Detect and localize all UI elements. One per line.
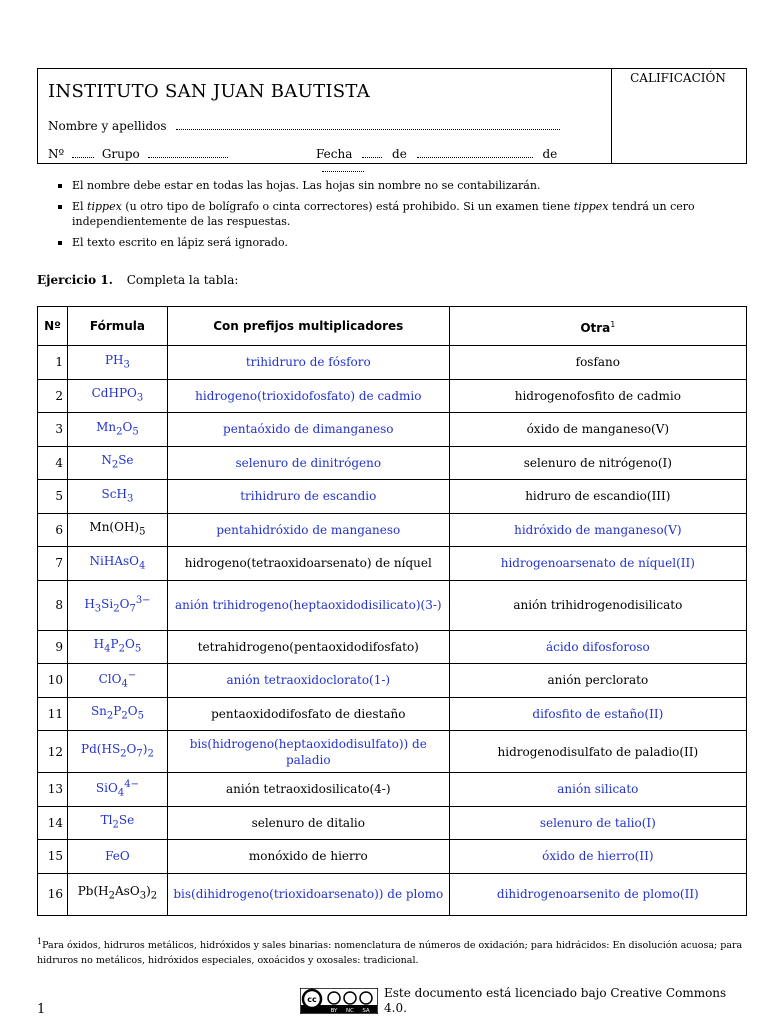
col-header-other: [449, 307, 746, 346]
row-prefix-name: bis(hidrogeno(heptaoxidodisulfato)) de paladio: [167, 731, 449, 773]
date-de-1: de: [392, 147, 407, 161]
exercise-heading: [37, 273, 238, 287]
year-field[interactable]: [322, 161, 364, 172]
row-prefix-name: selenuro de dinitrógeno: [167, 446, 449, 480]
row-number: 14: [38, 806, 68, 840]
table-row: [38, 413, 747, 447]
institute-title: INSTITUTO SAN JUAN BAUTISTA: [48, 81, 371, 102]
rule-text: El texto escrito en lápiz será ignorado.: [72, 236, 288, 249]
footnote-mark: 1: [37, 937, 43, 946]
row-prefix-name: tetrahidrogeno(pentaoxidodifosfato): [167, 630, 449, 664]
table-row: [38, 840, 747, 874]
header-box: [37, 68, 747, 164]
col-header-number: Nº: [38, 307, 68, 346]
table-row: [38, 446, 747, 480]
row-number: 5: [38, 480, 68, 514]
cc-license-logo: [300, 988, 378, 1014]
cc-icon-text: cc: [307, 995, 317, 1004]
row-other-name: ácido difosforoso: [449, 630, 746, 664]
date-de-2: de: [542, 147, 558, 161]
sa-icon: [360, 992, 372, 1004]
row-other-name: anión silicato: [449, 773, 746, 807]
name-label: Nombre y apellidos: [48, 119, 167, 133]
rules-list: [54, 178, 734, 256]
nomenclature-table: [37, 306, 747, 916]
row-prefix-name: selenuro de ditalio: [167, 806, 449, 840]
rule-item: [54, 235, 734, 250]
table-row: [38, 773, 747, 807]
row-other-name: difosfito de estaño(II): [449, 697, 746, 731]
row-other-name: hidrogenofosfito de cadmio: [449, 379, 746, 413]
row-other-name: fosfano: [449, 346, 746, 380]
row-formula: $PH_3$: [67, 346, 167, 380]
group-label: Grupo: [101, 147, 140, 161]
header-left: [38, 69, 612, 163]
row-formula: NiHAsO$_4$: [67, 547, 167, 581]
row-formula: ClO$_4$−: [67, 664, 167, 698]
table-row: [38, 513, 747, 547]
table-row: [38, 697, 747, 731]
row-prefix-name: hidrogeno(trioxidofosfato) de cadmio: [167, 379, 449, 413]
sa-label: SA: [362, 1008, 370, 1014]
row-formula: $H_4P_2O_5$: [67, 630, 167, 664]
row-number: 15: [38, 840, 68, 874]
row-other-name: dihidrogenoarsenito de plomo(II): [449, 873, 746, 915]
row-number: 1: [38, 346, 68, 380]
footnote: [37, 934, 749, 968]
number-field[interactable]: [72, 147, 94, 158]
table-row: [38, 379, 747, 413]
table-row: [38, 630, 747, 664]
table-row: [38, 480, 747, 514]
row-prefix-name: monóxido de hierro: [167, 840, 449, 874]
row-formula: $N_2Se$: [67, 446, 167, 480]
date-label: Fecha: [316, 147, 353, 161]
table-row: [38, 806, 747, 840]
row-formula: FeO: [67, 840, 167, 874]
row-number: 16: [38, 873, 68, 915]
row-formula: $Tl_2Se$: [67, 806, 167, 840]
row-other-name: hidrogenodisulfato de paladio(II): [449, 731, 746, 773]
row-number: 6: [38, 513, 68, 547]
row-other-name: anión trihidrogenodisilicato: [449, 580, 746, 630]
rule-text: El tippex (u otro tipo de bolígrafo o cinta correctores) está prohibido. Si un examen tiene tippex tendrá un cero independientemente de las respuestas.: [72, 200, 695, 228]
row-prefix-name: anión tetraoxidoclorato(1-): [167, 664, 449, 698]
row-formula: $Pb(H_2AsO_3)_2$: [67, 873, 167, 915]
table-row: [38, 547, 747, 581]
by-icon: [328, 992, 340, 1004]
row-number: 7: [38, 547, 68, 581]
row-number: 4: [38, 446, 68, 480]
col-header-prefixes: Con prefijos multiplicadores: [167, 307, 449, 346]
grade-label: CALIFICACIÓN: [630, 71, 726, 85]
table-header-row: [38, 307, 747, 346]
exercise-label: Ejercicio 1.: [37, 273, 113, 287]
nc-icon: [344, 992, 356, 1004]
row-prefix-name: trihidruro de escandio: [167, 480, 449, 514]
row-formula: $Mn(OH)_5$: [67, 513, 167, 547]
row-other-name: hidróxido de manganeso(V): [449, 513, 746, 547]
row-number: 2: [38, 379, 68, 413]
table-row: [38, 731, 747, 773]
footnote-ref: 1: [610, 319, 616, 329]
row-formula: $Mn_2O_5$: [67, 413, 167, 447]
row-number: 13: [38, 773, 68, 807]
row-prefix-name: hidrogeno(tetraoxidoarsenato) de níquel: [167, 547, 449, 581]
row-prefix-name: pentahidróxido de manganeso: [167, 513, 449, 547]
table-row: [38, 873, 747, 915]
row-formula: $Sn_2P_2O_5$: [67, 697, 167, 731]
row-other-name: selenuro de talio(I): [449, 806, 746, 840]
row-other-name: hidruro de escandio(III): [449, 480, 746, 514]
rule-text: El nombre debe estar en todas las hojas. Las hojas sin nombre no se contabilizarán.: [72, 179, 541, 192]
row-formula: ScH$_3$: [67, 480, 167, 514]
row-formula: $Pd(HS_2O_7)_2$: [67, 731, 167, 773]
name-row: [48, 119, 560, 133]
table-row: [38, 580, 747, 630]
rule-item: [54, 199, 734, 229]
row-other-name: selenuro de nitrógeno(I): [449, 446, 746, 480]
footnote-text: Para óxidos, hidruros metálicos, hidróxidos y sales binarias: nomenclatura de números de oxidación; para hidrácidos: En disolución acuosa; para hidruros no metálicos, hidróxidos especiales, oxoácidos y oxosales: tradicional.: [37, 940, 743, 967]
page-number: 1: [37, 1002, 46, 1017]
row-prefix-name: pentaoxidodifosfato de diestaño: [167, 697, 449, 731]
row-number: 8: [38, 580, 68, 630]
nc-label: NC: [346, 1008, 354, 1014]
row-prefix-name: anión tetraoxidosilicato(4-): [167, 773, 449, 807]
table-body: [38, 346, 747, 916]
row-formula: CdHPO$_3$: [67, 379, 167, 413]
name-field[interactable]: [176, 119, 560, 130]
row-prefix-name: pentaóxido de dimanganeso: [167, 413, 449, 447]
table-row: [38, 346, 747, 380]
row-other-name: óxido de hierro(II): [449, 840, 746, 874]
row-number: 11: [38, 697, 68, 731]
row-formula: SiO$_4^{4-}$: [67, 773, 167, 807]
row-prefix-name: trihidruro de fósforo: [167, 346, 449, 380]
number-group-date-row: [48, 147, 603, 161]
row-other-name: óxido de manganeso(V): [449, 413, 746, 447]
number-label: Nº: [48, 147, 65, 161]
license-text: Este documento está licenciado bajo Creative Commons 4.0.: [384, 986, 727, 1015]
row-number: 9: [38, 630, 68, 664]
by-label: BY: [330, 1008, 338, 1014]
rule-item: [54, 178, 734, 193]
row-number: 10: [38, 664, 68, 698]
table-row: [38, 664, 747, 698]
col-header-other-label: Otra: [580, 320, 611, 335]
row-other-name: hidrogenoarsenato de níquel(II): [449, 547, 746, 581]
row-other-name: anión perclorato: [449, 664, 746, 698]
row-number: 3: [38, 413, 68, 447]
row-prefix-name: bis(dihidrogeno(trioxidoarsenato)) de plomo: [167, 873, 449, 915]
row-number: 12: [38, 731, 68, 773]
month-field[interactable]: [417, 147, 533, 158]
day-field[interactable]: [362, 147, 382, 158]
exercise-instruction: Completa la tabla:: [126, 273, 239, 287]
group-field[interactable]: [148, 147, 228, 158]
row-formula: $H_3Si_2O_7^{3-}$: [67, 580, 167, 630]
date-section: [316, 147, 603, 175]
row-prefix-name: anión trihidrogeno(heptaoxidodisilicato)(3-): [167, 580, 449, 630]
col-header-formula: Fórmula: [67, 307, 167, 346]
